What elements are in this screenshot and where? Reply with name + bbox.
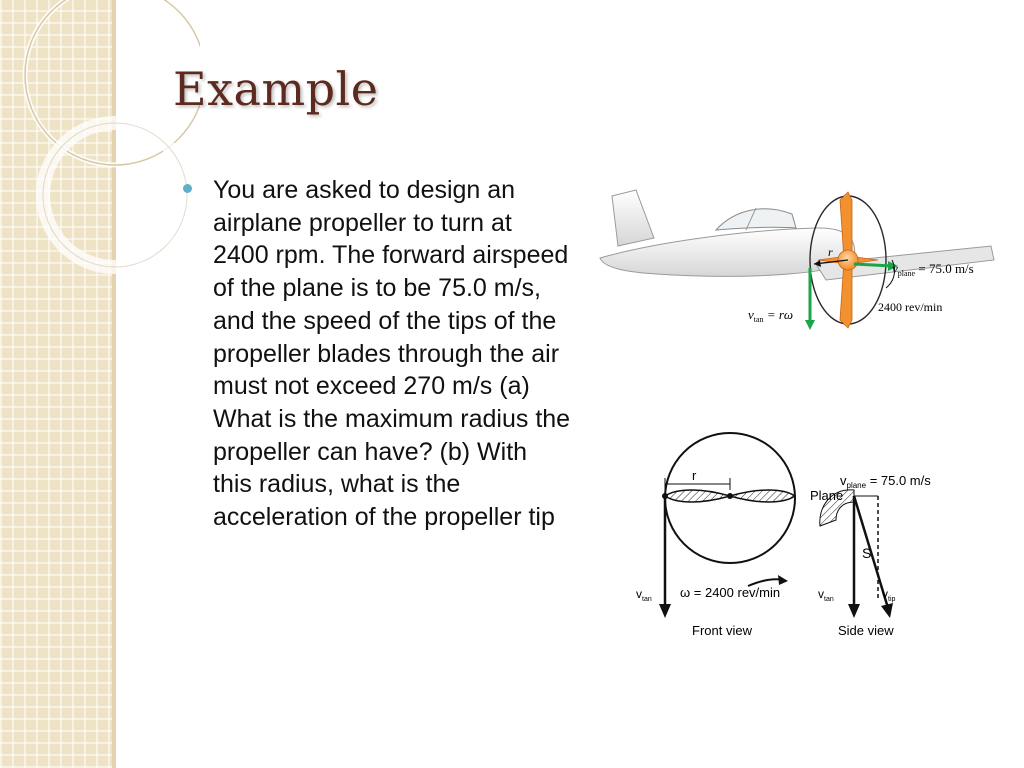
front-v-tan-symbol: v	[636, 587, 642, 601]
front-v-tan-subscript: tan	[642, 596, 652, 603]
omega-arrowhead	[778, 575, 788, 585]
side-v-plane-symbol: v	[840, 473, 847, 488]
side-v-tip-symbol: v	[882, 587, 888, 601]
v-plane-arrow	[854, 264, 892, 266]
canopy	[716, 209, 796, 230]
side-v-plane-subscript: plane	[846, 481, 867, 490]
propeller-views-figure	[632, 430, 952, 645]
v-tan-label	[748, 307, 793, 324]
v-tan-subscript: tan	[753, 315, 764, 324]
radius-label: r	[828, 245, 833, 259]
slide-title: Example	[173, 62, 379, 116]
airplane-propeller-figure	[596, 168, 996, 348]
rpm-label: 2400 rev/min	[878, 300, 943, 314]
front-r-label: r	[692, 468, 697, 483]
side-v-plane-label	[840, 473, 931, 490]
omega-label: ω = 2400 rev/min	[680, 585, 781, 600]
side-v-tan-arrowhead	[848, 604, 860, 618]
side-plane-label: Plane	[810, 488, 844, 503]
bullet-dot	[183, 184, 192, 193]
v-plane-value: = 75.0 m/s	[915, 261, 974, 276]
front-blade-left	[665, 490, 730, 502]
front-blade-right	[730, 490, 795, 502]
v-tan-value: = rω	[763, 307, 794, 322]
side-v-plane-value: = 75.0 m/s	[866, 473, 931, 488]
side-v-tip-label	[882, 587, 896, 603]
v-tan-symbol: v	[748, 307, 754, 322]
bullet-text: You are asked to design an airplane propeller to turn at 2400 rpm. The forward airspeed of the plane is to be 75.0 m/s, and the speed of the tips of the propeller blades through the air must not exceed 270 m/s (a) What is the maximum radius the propeller can have? (b) With this radius, what is the acceleration of the propeller tip	[213, 176, 571, 532]
side-view-label: Side view	[838, 623, 894, 638]
front-v-tan-arrowhead	[659, 604, 671, 618]
side-v-tan-subscript: tan	[824, 596, 834, 603]
side-v-tan-label	[818, 587, 834, 603]
tail-fin	[612, 190, 654, 246]
side-v-tip-arrowhead	[881, 603, 893, 618]
front-hub	[727, 493, 733, 499]
v-tan-arrowhead	[805, 320, 815, 330]
side-s-label: S	[862, 545, 872, 561]
front-v-tan-label	[636, 587, 652, 603]
decorative-rings	[0, 0, 200, 300]
v-plane-subscript: plane	[897, 269, 916, 278]
v-plane-symbol: v	[892, 261, 898, 276]
side-v-tip-subscript: tip	[888, 596, 896, 603]
side-v-tan-symbol: v	[818, 587, 824, 601]
decorative-ring-small	[43, 123, 187, 267]
front-view-label: Front view	[692, 623, 752, 638]
